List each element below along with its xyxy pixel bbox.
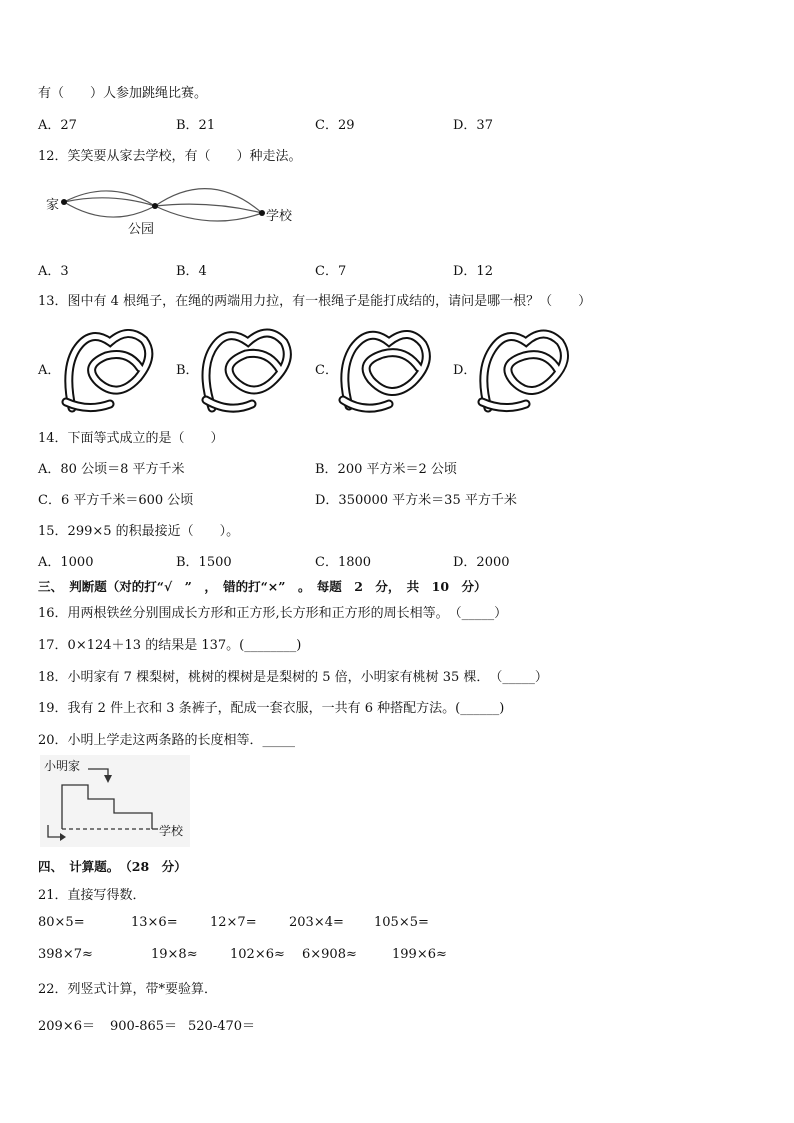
q13-option-a: A． <box>38 363 61 378</box>
rope-d-image <box>474 320 574 419</box>
q21-r1-item: 203×4= <box>289 915 344 930</box>
q21-r2-item: 199×6≈ <box>392 947 447 962</box>
rope-a-image <box>58 320 158 419</box>
q17-text: 17．0×124＋13 的结果是 137。(________) <box>38 638 302 653</box>
q13-option-d: D． <box>453 363 477 378</box>
q22-item: 520-470＝ <box>188 1019 256 1034</box>
school-label: 学校 <box>266 209 293 224</box>
q13-option-b: B． <box>176 363 199 378</box>
q15-option-d: D．2000 <box>453 555 510 570</box>
park-label: 公园 <box>128 222 155 237</box>
q21-r2-item: 19×8≈ <box>151 947 198 962</box>
q20-school-label: 学校 <box>159 824 184 838</box>
q11-option-d: D．37 <box>453 118 493 133</box>
q11-text: 有（ ）人参加跳绳比赛。 <box>38 86 208 101</box>
q20-home-label: 小明家 <box>44 759 81 773</box>
q14-text: 14．下面等式成立的是（ ） <box>38 431 224 446</box>
q16-text: 16．用两根铁丝分别围成长方形和正方形,长方形和正方形的周长相等。 （_____） <box>38 606 508 621</box>
q13-text: 13．图中有 4 根绳子，在绳的两端用力拉，有一根绳子是能打成结的，请问是哪一根？（ ） <box>38 294 592 309</box>
home-label: 家 <box>46 198 60 213</box>
home-point <box>61 199 67 205</box>
school-point <box>259 210 265 216</box>
q22-text: 22．列竖式计算，带*要验算． <box>38 982 218 997</box>
q12-option-c: C．7 <box>315 264 347 279</box>
q20-text: 20．小明上学走这两条路的长度相等．_____ <box>38 733 296 748</box>
q21-r1-item: 105×5= <box>374 915 429 930</box>
section-4-heading: 四、 计算题。 （28 分） <box>38 859 187 874</box>
section-3-heading: 三、 判断题（对的打“√ ” ， 错的打“×” 。 每题 2 分， 共 10 分） <box>38 579 487 594</box>
q14-option-a: A．80 公顷＝8 平方千米 <box>38 462 185 477</box>
q22-item: 900-865＝ <box>110 1019 178 1034</box>
q12-option-b: B．4 <box>176 264 207 279</box>
q21-text: 21．直接写得数． <box>38 888 146 903</box>
q15-option-a: A．1000 <box>38 555 94 570</box>
q12-text: 12．笑笑要从家去学校，有（ ）种走法。 <box>38 149 302 164</box>
q12-option-d: D．12 <box>453 264 493 279</box>
q21-r1-item: 13×6= <box>131 915 178 930</box>
q22-item: 209×6＝ <box>38 1019 95 1034</box>
q14-option-d: D．350000 平方米＝35 平方千米 <box>315 493 517 508</box>
q11-option-b: B．21 <box>176 118 216 133</box>
rope-b-image <box>196 320 296 419</box>
q21-r2-item: 398×7≈ <box>38 947 93 962</box>
q20-path-diagram <box>40 755 190 847</box>
q19-text: 19．我有 2 件上衣和 3 条裤子，配成一套衣服，一共有 6 种搭配方法。(______) <box>38 701 505 716</box>
q21-r1-item: 12×7= <box>210 915 257 930</box>
q15-option-b: B．1500 <box>176 555 232 570</box>
q21-r1-item: 80×5= <box>38 915 85 930</box>
q13-option-c: C． <box>315 363 338 378</box>
q14-option-c: C．6 平方千米＝600 公顷 <box>38 493 194 508</box>
q14-option-b: B．200 平方米＝2 公顷 <box>315 462 457 477</box>
q12-route-diagram <box>40 180 310 240</box>
q21-r2-item: 102×6≈ <box>230 947 285 962</box>
q11-option-c: C．29 <box>315 118 355 133</box>
park-point <box>152 203 158 209</box>
q15-text: 15．299×5 的积最接近（ ）。 <box>38 524 240 539</box>
q21-r2-item: 6×908≈ <box>302 947 357 962</box>
q11-option-a: A．27 <box>38 118 77 133</box>
q12-option-a: A．3 <box>38 264 69 279</box>
rope-c-image <box>335 320 435 419</box>
q18-text: 18．小明家有 7 棵梨树，桃树的棵树是是梨树的 5 倍，小明家有桃树 35 棵． （_____） <box>38 670 548 685</box>
q15-option-c: C．1800 <box>315 555 372 570</box>
